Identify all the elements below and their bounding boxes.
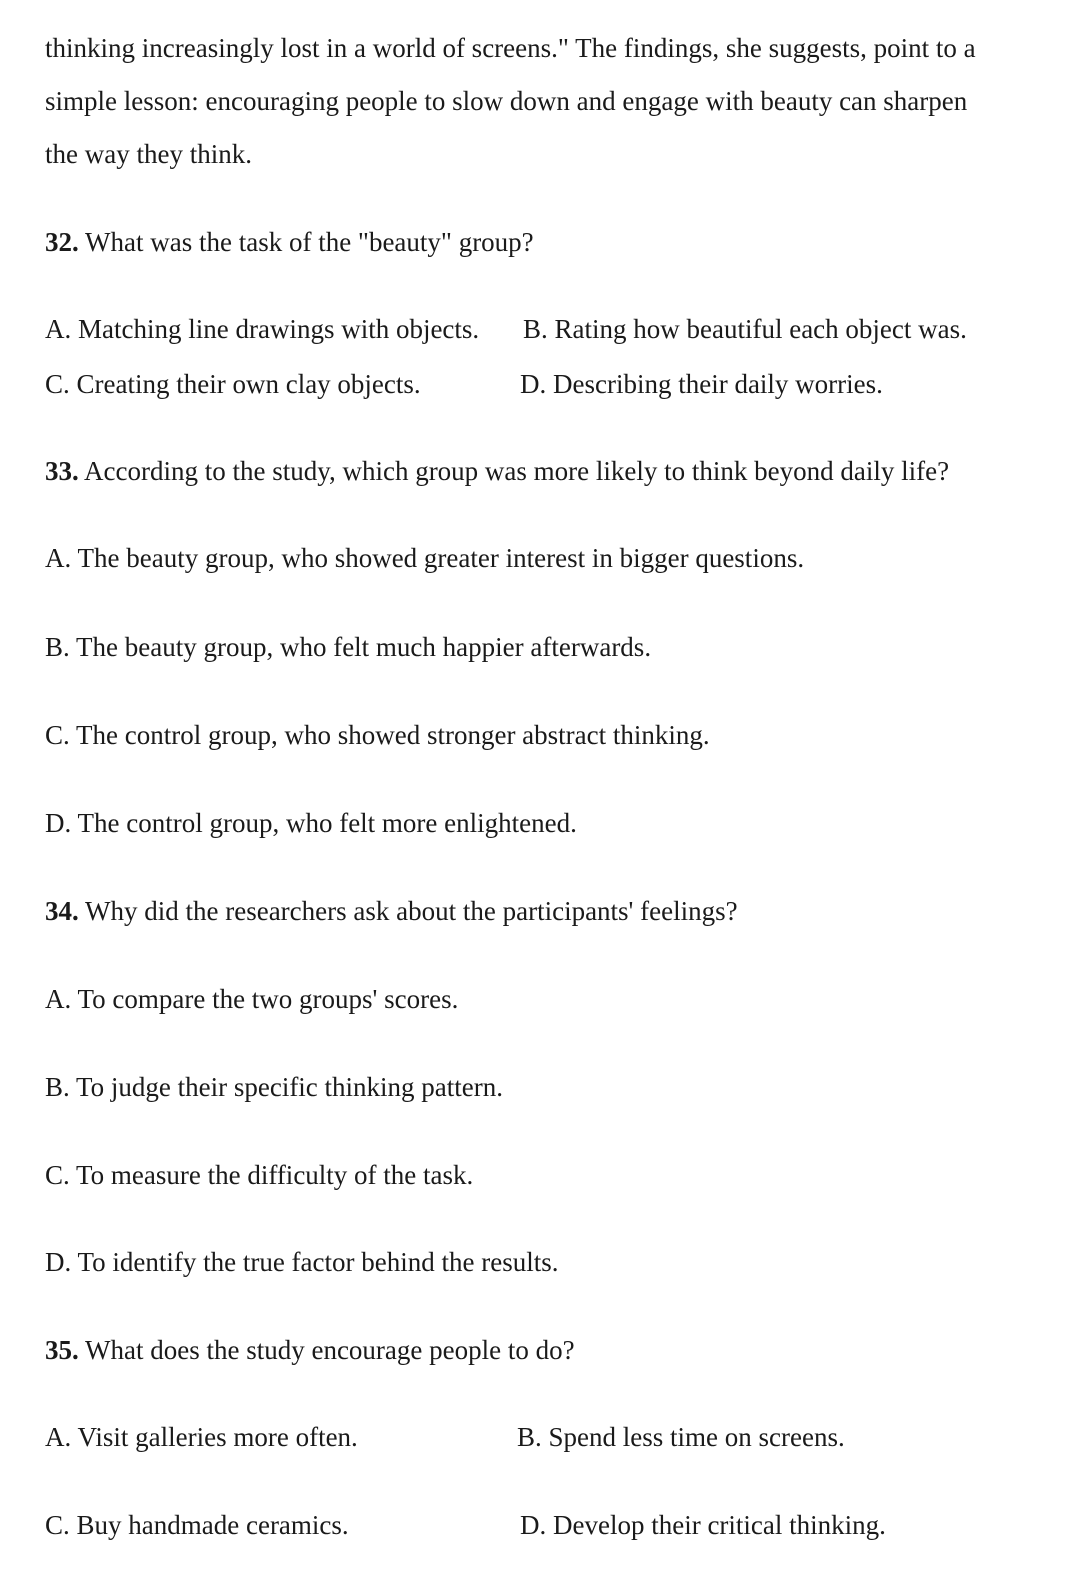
passage-line: the way they think.	[45, 139, 252, 169]
question-text: Why did the researchers ask about the participants' feelings?	[78, 896, 738, 926]
q33-option-c[interactable]: C. The control group, who showed stronger abstract thinking.	[45, 720, 710, 750]
question-33-stem	[45, 455, 949, 487]
q32-option-d[interactable]: D. Describing their daily worries.	[520, 369, 883, 399]
q35-option-a[interactable]: A. Visit galleries more often.	[45, 1422, 358, 1452]
question-35-stem	[45, 1334, 575, 1366]
passage-line: thinking increasingly lost in a world of screens." The findings, she suggests, point to a	[45, 33, 976, 63]
q34-option-b[interactable]: B. To judge their specific thinking pattern.	[45, 1072, 504, 1102]
question-number: 35.	[45, 1335, 79, 1365]
question-34-stem	[45, 895, 738, 927]
q35-option-b[interactable]: B. Spend less time on screens.	[517, 1422, 845, 1452]
q34-option-a[interactable]: A. To compare the two groups' scores.	[45, 984, 459, 1014]
question-number: 34.	[45, 896, 79, 926]
q35-option-d[interactable]: D. Develop their critical thinking.	[520, 1510, 886, 1540]
question-number: 32.	[45, 227, 79, 257]
question-text: According to the study, which group was more likely to think beyond daily life?	[78, 456, 950, 486]
question-number: 33.	[45, 456, 79, 486]
q33-option-b[interactable]: B. The beauty group, who felt much happier afterwards.	[45, 632, 652, 662]
passage-line: simple lesson: encouraging people to slow down and engage with beauty can sharpen	[45, 86, 968, 116]
question-32-stem	[45, 226, 534, 258]
question-text: What does the study encourage people to do?	[78, 1335, 575, 1365]
q34-option-c[interactable]: C. To measure the difficulty of the task.	[45, 1160, 474, 1190]
q32-option-b[interactable]: B. Rating how beautiful each object was.	[523, 314, 967, 344]
q33-option-a[interactable]: A. The beauty group, who showed greater interest in bigger questions.	[45, 543, 805, 573]
q34-option-d[interactable]: D. To identify the true factor behind the results.	[45, 1247, 559, 1277]
q35-option-c[interactable]: C. Buy handmade ceramics.	[45, 1510, 349, 1540]
q33-option-d[interactable]: D. The control group, who felt more enlightened.	[45, 808, 577, 838]
q32-option-a[interactable]: A. Matching line drawings with objects.	[45, 314, 480, 344]
q32-option-c[interactable]: C. Creating their own clay objects.	[45, 369, 421, 399]
question-text: What was the task of the "beauty" group?	[78, 227, 534, 257]
